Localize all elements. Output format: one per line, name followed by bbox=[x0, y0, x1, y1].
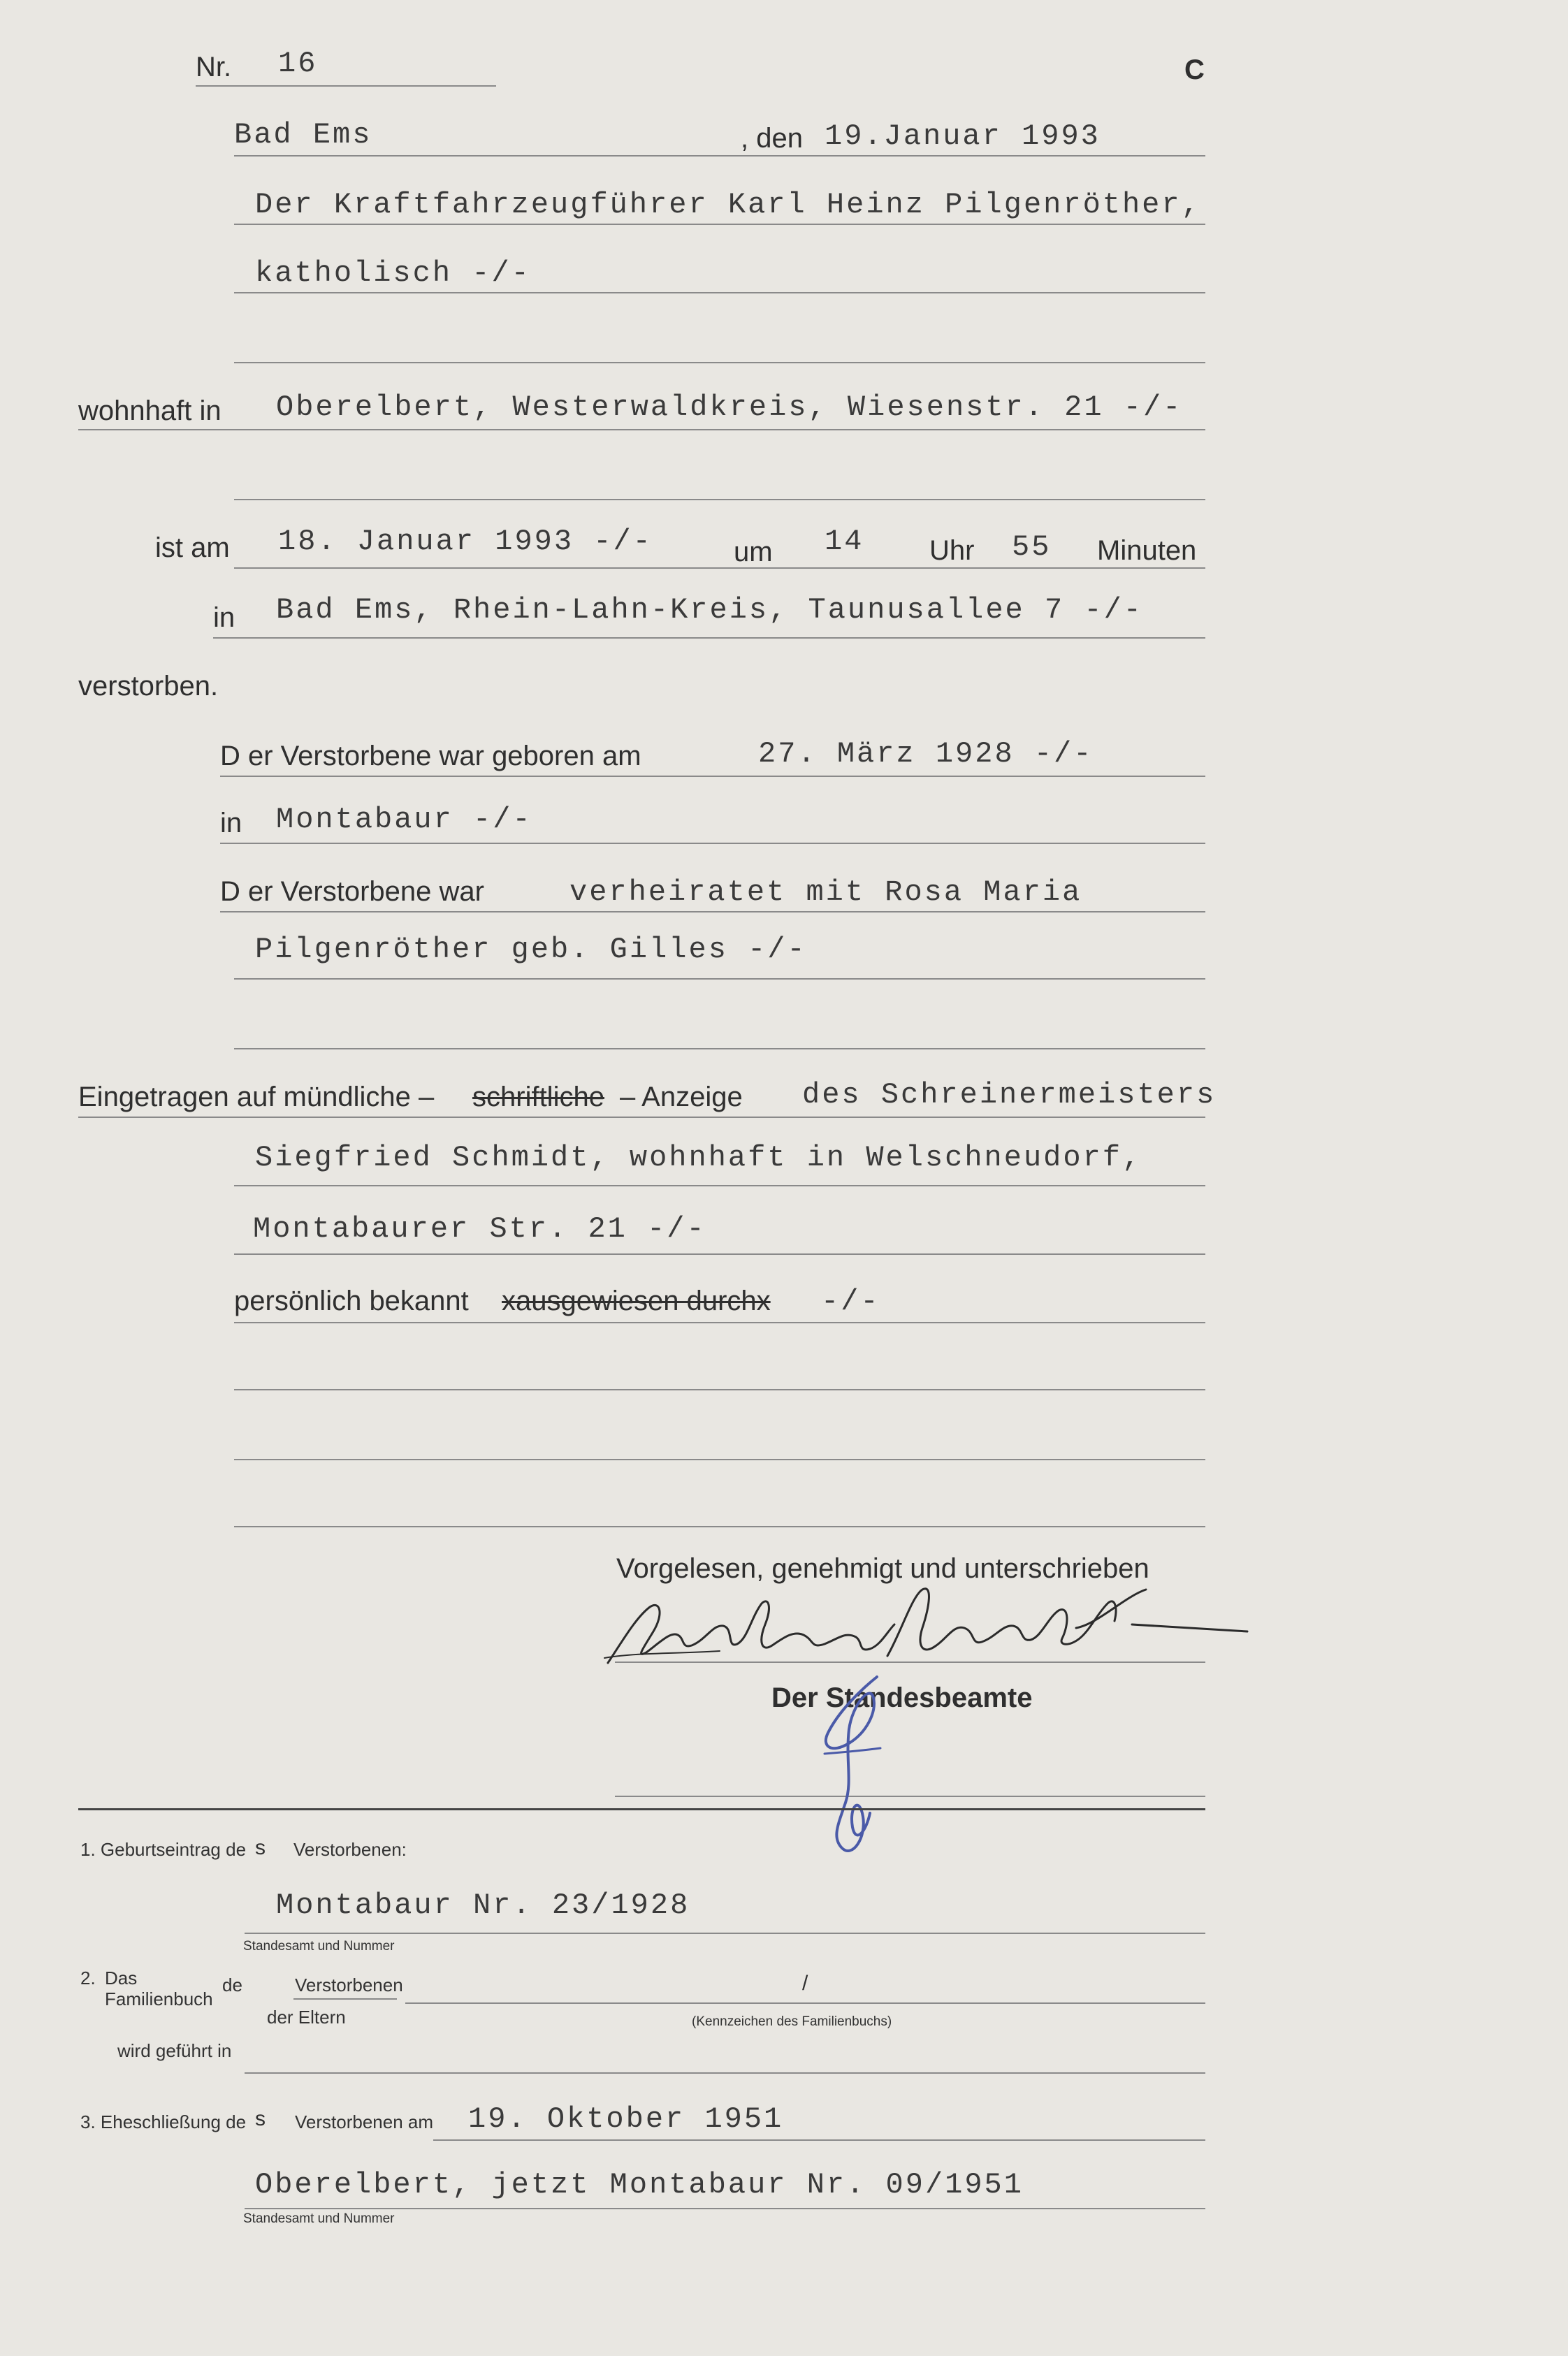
registration-line-2: Siegfried Schmidt, wohnhaft in Welschneudorf, bbox=[255, 1141, 1142, 1175]
registration-line-1: des Schreinermeisters bbox=[802, 1078, 1217, 1112]
birth-in-label: in bbox=[220, 808, 242, 838]
person-line-2-rule bbox=[234, 292, 1205, 293]
blank-line-3 bbox=[234, 1048, 1205, 1049]
item2-familienbuch: Familienbuch bbox=[105, 1988, 213, 2009]
item3-caption: Standesamt und Nummer bbox=[243, 2211, 395, 2226]
marital-line-1: verheiratet mit Rosa Maria bbox=[569, 875, 1082, 909]
footer-divider bbox=[78, 1808, 1205, 1810]
death-place: Bad Ems, Rhein-Lahn-Kreis, Taunusallee 7 -/- bbox=[276, 593, 1143, 627]
item2-slash: / bbox=[802, 1972, 808, 1995]
uhr-label: Uhr bbox=[929, 535, 975, 566]
item2-de: de bbox=[222, 1975, 242, 1995]
nr-value: 16 bbox=[278, 47, 318, 80]
residence-value: Oberelbert, Westerwaldkreis, Wiesenstr. 21 -/- bbox=[276, 391, 1183, 424]
item2-caption: (Kennzeichen des Familienbuchs) bbox=[692, 2014, 892, 2029]
birth-label: D er Verstorbene war geboren am bbox=[220, 741, 641, 771]
registration-label-struck: schriftliche bbox=[472, 1082, 604, 1112]
informant-signature bbox=[594, 1576, 1251, 1673]
item2-das: Das bbox=[105, 1968, 138, 1988]
blank-line-2 bbox=[234, 499, 1205, 500]
item3-rule bbox=[245, 2208, 1205, 2209]
marital-label: D er Verstorbene war bbox=[220, 876, 484, 907]
registration-label-b: – Anzeige bbox=[620, 1082, 743, 1112]
marital-line-2: Pilgenröther geb. Gilles -/- bbox=[255, 933, 807, 966]
item3-label: 3. Eheschließung de bbox=[80, 2111, 247, 2132]
registration-line-3: Montabaurer Str. 21 -/- bbox=[253, 1212, 706, 1246]
item1-s: s bbox=[255, 1836, 266, 1859]
item2-rule bbox=[405, 2002, 1205, 2004]
item1-suffix: Verstorbenen: bbox=[293, 1839, 407, 1860]
registration-label-a: Eingetragen auf mündliche – bbox=[78, 1082, 435, 1112]
registrar-signature bbox=[811, 1663, 894, 1866]
item3-s: s bbox=[255, 2107, 266, 2130]
read-approved-label: Vorgelesen, genehmigt und unterschrieben bbox=[616, 1553, 1149, 1584]
death-date: 18. Januar 1993 -/- bbox=[278, 525, 653, 558]
item2-eltern: der Eltern bbox=[267, 2007, 346, 2028]
verstorben-label: verstorben. bbox=[78, 671, 219, 701]
blank-line-1 bbox=[234, 362, 1205, 363]
item1-rule bbox=[245, 1933, 1205, 1934]
person-line-1: Der Kraftfahrzeugführer Karl Heinz Pilgenröther, bbox=[255, 188, 1201, 221]
birth-date-rule bbox=[220, 776, 1205, 777]
um-label: um bbox=[734, 537, 773, 567]
blank-line-6 bbox=[234, 1526, 1205, 1527]
nr-label: Nr. bbox=[196, 52, 232, 82]
ist-am-label: ist am bbox=[155, 532, 230, 563]
date-line bbox=[234, 155, 1205, 157]
death-minutes: 55 bbox=[1012, 530, 1052, 564]
person-line-1-rule bbox=[234, 224, 1205, 225]
place: Bad Ems bbox=[234, 118, 372, 152]
signature-line-2 bbox=[615, 1796, 1205, 1797]
registration-line-2-rule bbox=[234, 1185, 1205, 1186]
blank-line-4 bbox=[234, 1389, 1205, 1390]
death-hour: 14 bbox=[825, 525, 864, 558]
letter-mark: C bbox=[1184, 54, 1205, 85]
item3-value: Oberelbert, jetzt Montabaur Nr. 09/1951 bbox=[255, 2168, 1024, 2202]
date-prefix: , den bbox=[741, 123, 803, 154]
item1-caption: Standesamt und Nummer bbox=[243, 1939, 395, 1954]
item2-verstorbenen: Verstorbenen bbox=[295, 1975, 403, 1995]
death-in-label: in bbox=[213, 602, 235, 633]
registration-line-1-rule bbox=[78, 1117, 1205, 1118]
known-struck: xausgewiesen durchx bbox=[502, 1286, 771, 1316]
item3-date-rule bbox=[433, 2139, 1205, 2141]
item2-verstorbenen-rule bbox=[293, 1998, 397, 2000]
known-value: -/- bbox=[821, 1285, 880, 1318]
item3-suffix: Verstorbenen am bbox=[295, 2111, 434, 2132]
marital-line-1-rule bbox=[220, 911, 1205, 912]
marital-line-2-rule bbox=[234, 978, 1205, 980]
known-label: persönlich bekannt bbox=[234, 1286, 469, 1316]
item3-date: 19. Oktober 1951 bbox=[468, 2102, 784, 2136]
birth-date: 27. März 1928 -/- bbox=[758, 737, 1094, 771]
birth-place: Montabaur -/- bbox=[276, 803, 532, 836]
blank-line-5 bbox=[234, 1459, 1205, 1460]
nr-line bbox=[196, 85, 496, 87]
death-place-rule bbox=[213, 637, 1205, 639]
record-date: 19.Januar 1993 bbox=[825, 119, 1101, 153]
item2-gefuehrt-rule bbox=[245, 2072, 1205, 2074]
registration-line-3-rule bbox=[234, 1253, 1205, 1255]
official-label: Der Standesbeamte bbox=[771, 1682, 1033, 1713]
item1-label: 1. Geburtseintrag de bbox=[80, 1839, 247, 1860]
residence-rule bbox=[78, 429, 1205, 430]
item2-num: 2. bbox=[80, 1968, 96, 1988]
minuten-label: Minuten bbox=[1097, 535, 1197, 566]
known-rule bbox=[234, 1322, 1205, 1323]
birth-place-rule bbox=[220, 843, 1205, 844]
item2-gefuehrt: wird geführt in bbox=[117, 2040, 232, 2061]
residence-label: wohnhaft in bbox=[78, 395, 222, 426]
item1-value: Montabaur Nr. 23/1928 bbox=[276, 1889, 690, 1922]
person-line-2: katholisch -/- bbox=[255, 256, 531, 290]
death-date-rule bbox=[234, 567, 1205, 569]
